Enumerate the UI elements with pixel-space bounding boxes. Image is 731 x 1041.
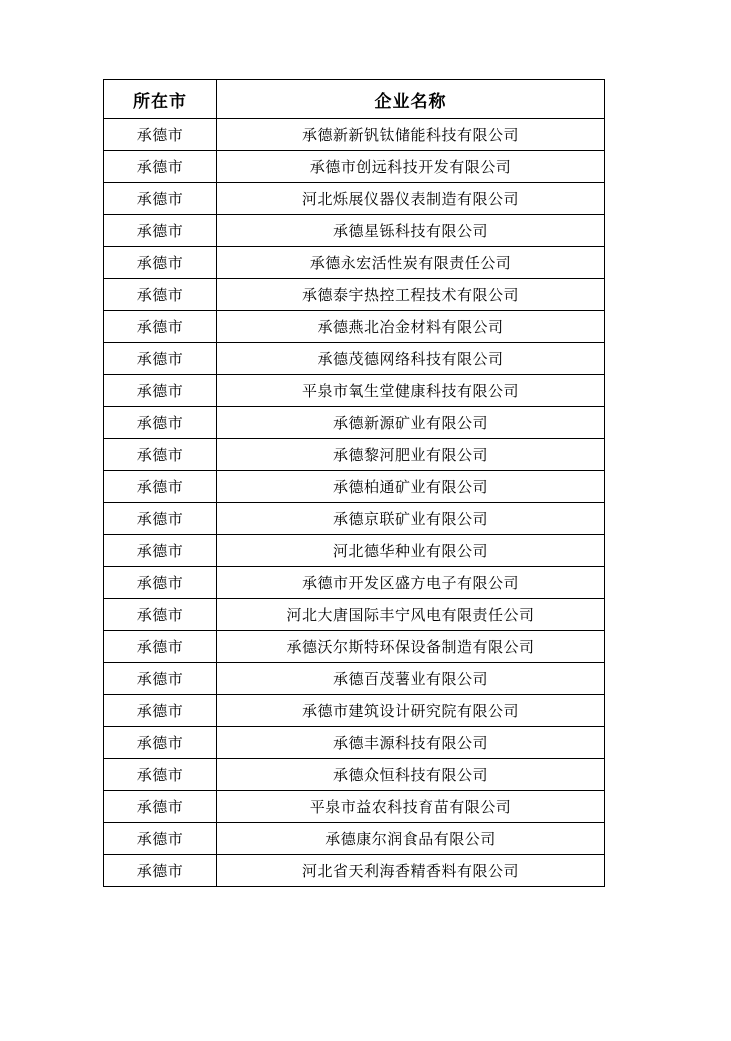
table-row [104, 375, 605, 407]
company-name-cell: 河北大唐国际丰宁风电有限责任公司 [217, 599, 605, 631]
city-cell: 承德市 [104, 631, 217, 663]
table-row [104, 727, 605, 759]
company-name-cell: 承德燕北冶金材料有限公司 [217, 311, 605, 343]
city-cell: 承德市 [104, 471, 217, 503]
city-cell: 承德市 [104, 535, 217, 567]
table-row [104, 855, 605, 887]
company-name-cell: 承德茂德网络科技有限公司 [217, 343, 605, 375]
city-cell: 承德市 [104, 279, 217, 311]
table-row [104, 823, 605, 855]
city-cell: 承德市 [104, 247, 217, 279]
table-row [104, 151, 605, 183]
company-name-cell: 承德市建筑设计研究院有限公司 [217, 695, 605, 727]
table-row [104, 567, 605, 599]
city-cell: 承德市 [104, 215, 217, 247]
table-row [104, 343, 605, 375]
company-name-cell: 河北德华种业有限公司 [217, 535, 605, 567]
city-cell: 承德市 [104, 727, 217, 759]
table-row [104, 407, 605, 439]
city-cell: 承德市 [104, 823, 217, 855]
table-row [104, 279, 605, 311]
table-row [104, 247, 605, 279]
city-cell: 承德市 [104, 183, 217, 215]
table-row [104, 119, 605, 151]
city-cell: 承德市 [104, 503, 217, 535]
company-name-cell: 平泉市氧生堂健康科技有限公司 [217, 375, 605, 407]
company-name-cell: 河北省天利海香精香料有限公司 [217, 855, 605, 887]
company-name-cell: 承德柏通矿业有限公司 [217, 471, 605, 503]
table-body [104, 119, 605, 887]
company-name-cell: 承德丰源科技有限公司 [217, 727, 605, 759]
city-cell: 承德市 [104, 791, 217, 823]
table-row [104, 311, 605, 343]
company-name-cell: 承德康尔润食品有限公司 [217, 823, 605, 855]
company-table [103, 79, 605, 887]
table-header-row [104, 80, 605, 119]
company-name-cell: 承德星铄科技有限公司 [217, 215, 605, 247]
column-header-city: 所在市 [104, 80, 217, 119]
table-row [104, 183, 605, 215]
table-row [104, 503, 605, 535]
table-row [104, 759, 605, 791]
table-row [104, 695, 605, 727]
column-header-company: 企业名称 [217, 80, 605, 119]
city-cell: 承德市 [104, 439, 217, 471]
company-name-cell: 承德市创远科技开发有限公司 [217, 151, 605, 183]
table-row [104, 791, 605, 823]
city-cell: 承德市 [104, 855, 217, 887]
company-name-cell: 承德黎河肥业有限公司 [217, 439, 605, 471]
city-cell: 承德市 [104, 695, 217, 727]
company-name-cell: 承德京联矿业有限公司 [217, 503, 605, 535]
company-name-cell: 承德新新钒钛储能科技有限公司 [217, 119, 605, 151]
table-row [104, 631, 605, 663]
company-name-cell: 承德市开发区盛方电子有限公司 [217, 567, 605, 599]
company-name-cell: 承德众恒科技有限公司 [217, 759, 605, 791]
table-row [104, 663, 605, 695]
company-name-cell: 承德新源矿业有限公司 [217, 407, 605, 439]
city-cell: 承德市 [104, 343, 217, 375]
city-cell: 承德市 [104, 151, 217, 183]
city-cell: 承德市 [104, 567, 217, 599]
city-cell: 承德市 [104, 663, 217, 695]
company-name-cell: 河北烁展仪器仪表制造有限公司 [217, 183, 605, 215]
table-row [104, 599, 605, 631]
table-row [104, 471, 605, 503]
city-cell: 承德市 [104, 759, 217, 791]
city-cell: 承德市 [104, 375, 217, 407]
company-name-cell: 平泉市益农科技育苗有限公司 [217, 791, 605, 823]
company-name-cell: 承德泰宇热控工程技术有限公司 [217, 279, 605, 311]
company-name-cell: 承德百茂薯业有限公司 [217, 663, 605, 695]
city-cell: 承德市 [104, 119, 217, 151]
table-row [104, 535, 605, 567]
table-row [104, 439, 605, 471]
city-cell: 承德市 [104, 311, 217, 343]
city-cell: 承德市 [104, 599, 217, 631]
company-name-cell: 承德沃尔斯特环保设备制造有限公司 [217, 631, 605, 663]
table-row [104, 215, 605, 247]
city-cell: 承德市 [104, 407, 217, 439]
company-name-cell: 承德永宏活性炭有限责任公司 [217, 247, 605, 279]
